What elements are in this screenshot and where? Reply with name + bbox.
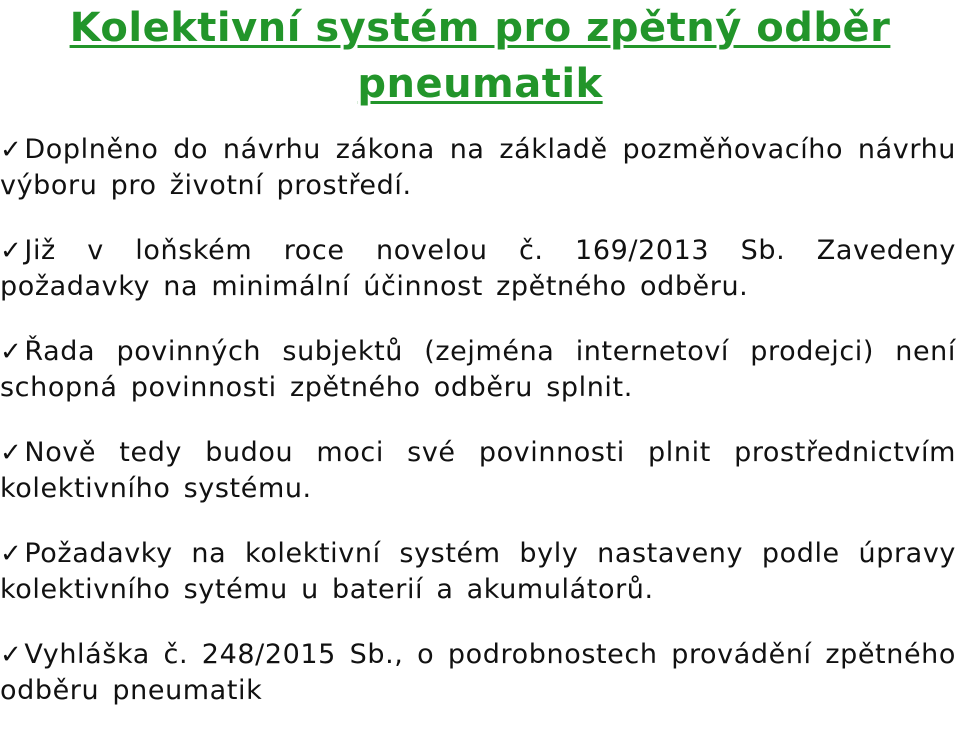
checkmark-icon: ✓ [0, 337, 23, 367]
bullet-item [0, 637, 956, 709]
checkmark-icon: ✓ [0, 438, 23, 468]
bullet-item [0, 435, 956, 507]
checkmark-icon: ✓ [0, 539, 23, 569]
bullet-text: Nově tedy budou moci své povinnosti plnit prostřednictvím kolektivního systému. [0, 437, 956, 504]
bullet-item [0, 132, 956, 204]
checkmark-icon: ✓ [0, 236, 23, 266]
checkmark-icon: ✓ [0, 135, 23, 165]
bullet-item [0, 334, 956, 406]
bullet-text: Doplněno do návrhu zákona na základě pozměňovacího návrhu výboru pro životní prostředí. [0, 134, 956, 201]
bullet-text: Již v loňském roce novelou č. 169/2013 Sb. Zavedeny požadavky na minimální účinnost zpětného odběru. [0, 235, 956, 302]
bullet-text: Vyhláška č. 248/2015 Sb., o podrobnostech provádění zpětného odběru pneumatik [0, 639, 956, 706]
bullet-text: Požadavky na kolektivní systém byly nastaveny podle úpravy kolektivního sytému u baterií a akumulátorů. [0, 538, 956, 605]
checkmark-icon: ✓ [0, 640, 23, 670]
bullet-item [0, 536, 956, 608]
slide-title: Kolektivní systém pro zpětný odběr pneumatik [69, 5, 891, 107]
bullet-text: Řada povinných subjektů (zejména internetoví prodejci) není schopná povinnosti zpětného odběru splnit. [0, 336, 956, 403]
bullet-list [0, 132, 956, 738]
bullet-item [0, 233, 956, 305]
